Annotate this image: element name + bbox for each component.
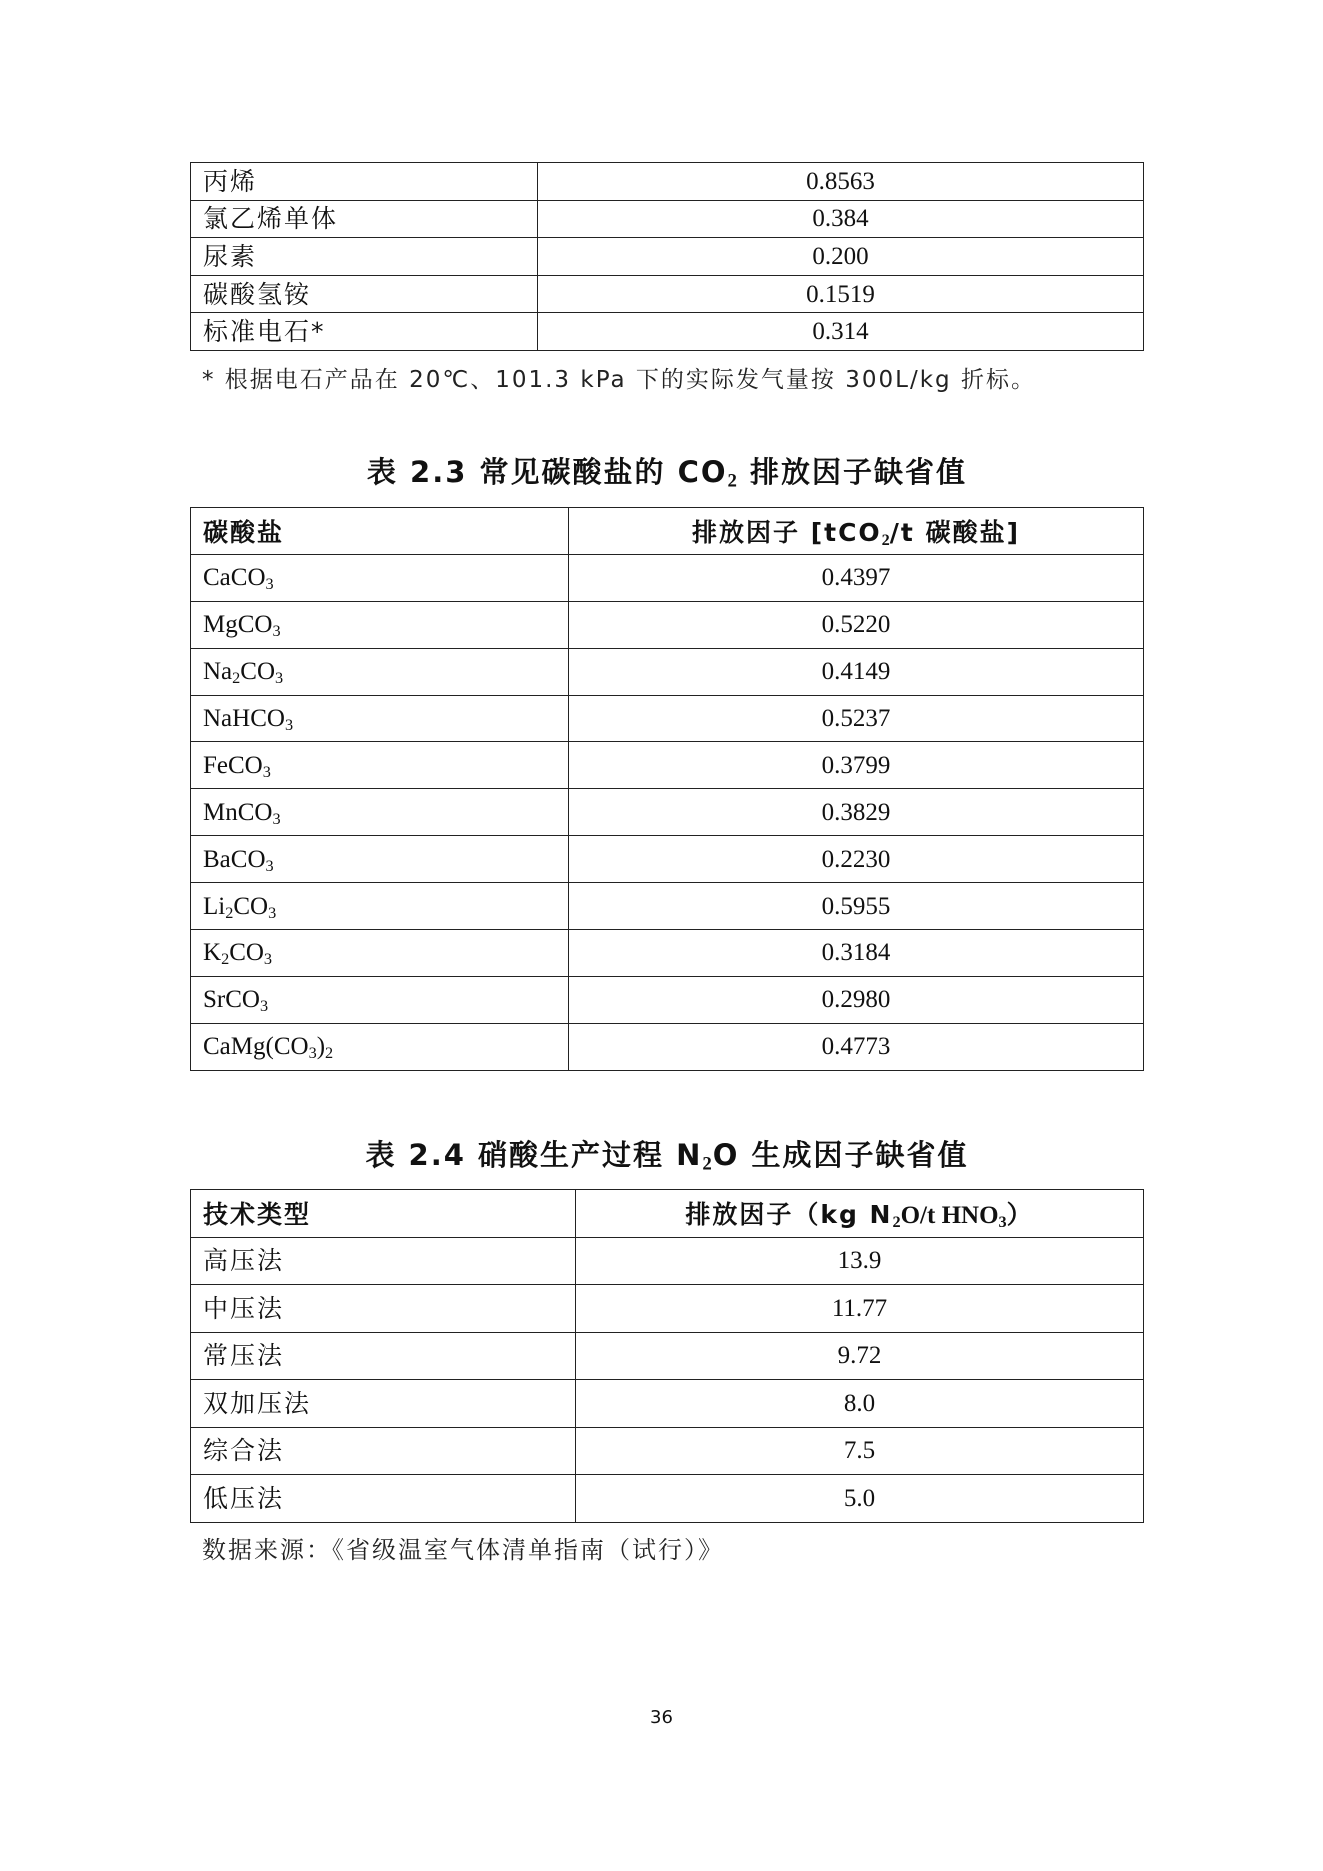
carbonate-formula	[191, 883, 569, 930]
title-suffix: O 生成因子缺省值	[712, 1138, 969, 1172]
emission-factor-value: 0.3799	[569, 742, 1144, 789]
hdr-sub: 2	[881, 531, 890, 549]
emission-factor-value: 5.0	[576, 1475, 1144, 1523]
technology-type: 常压法	[191, 1332, 576, 1380]
hdr-sub: 2	[892, 1213, 901, 1232]
technology-type: 高压法	[191, 1237, 576, 1285]
table-row	[191, 1475, 1144, 1523]
carbonate-formula	[191, 601, 569, 648]
carbonate-table	[190, 507, 1144, 1071]
emission-factor-value: 0.5220	[569, 601, 1144, 648]
title-prefix: 表 2.3 常见碳酸盐的 CO	[366, 455, 728, 489]
formula-subscript: 3	[265, 575, 274, 594]
table-row	[191, 1237, 1144, 1285]
row-value: 0.314	[538, 313, 1144, 351]
technology-type: 中压法	[191, 1285, 576, 1333]
technology-type: 低压法	[191, 1475, 576, 1523]
formula-text: CaMg(CO	[203, 1033, 309, 1061]
formula-subscript: 3	[275, 669, 284, 688]
emission-factor-value: 0.4149	[569, 648, 1144, 695]
formula-text: FeCO	[203, 751, 263, 779]
table-header-row	[191, 1190, 1144, 1238]
hdr-prefix: 排放因子 [tCO	[691, 517, 882, 547]
emission-factor-value: 7.5	[576, 1427, 1144, 1475]
table-row	[191, 1427, 1144, 1475]
page-number: 36	[650, 1707, 673, 1728]
row-name: 丙烯	[191, 163, 538, 201]
formula-subscript: 3	[262, 762, 271, 781]
table-row	[191, 976, 1144, 1023]
emission-factor-value: 0.4773	[569, 1023, 1144, 1070]
formula-subscript: 3	[268, 903, 277, 922]
row-value: 0.384	[538, 200, 1144, 238]
hdr-suffix: ）	[1006, 1200, 1034, 1230]
header-carbonate: 碳酸盐	[191, 508, 569, 555]
table-row	[191, 163, 1144, 201]
formula-subscript: 2	[232, 669, 241, 688]
table-row	[191, 836, 1144, 883]
title-sub: 2	[702, 1153, 713, 1175]
carbonate-formula	[191, 1023, 569, 1070]
row-name: 碳酸氢铵	[191, 275, 538, 313]
formula-text: MnCO	[203, 798, 273, 826]
formula-text: Li	[203, 892, 226, 920]
formula-subscript: 2	[221, 950, 230, 969]
emission-factor-value: 13.9	[576, 1237, 1144, 1285]
carbonate-formula	[191, 648, 569, 695]
formula-text: CaCO	[203, 564, 266, 592]
table-2-4-title	[190, 1133, 1144, 1174]
header-emission-factor	[576, 1190, 1144, 1238]
table-row	[191, 930, 1144, 977]
formula-text: SrCO	[203, 986, 260, 1014]
table-row	[191, 601, 1144, 648]
carbonate-table-body	[191, 554, 1144, 1070]
formula-subscript: 2	[325, 1044, 334, 1063]
row-value: 0.200	[538, 238, 1144, 276]
emission-factor-value: 0.5237	[569, 695, 1144, 742]
table-continued	[190, 162, 1144, 351]
nitric-acid-table	[190, 1189, 1144, 1523]
technology-type: 综合法	[191, 1427, 576, 1475]
table-continued-body	[191, 163, 1144, 351]
emission-factor-value: 0.3184	[569, 930, 1144, 977]
row-value: 0.1519	[538, 275, 1144, 313]
hdr-mid: O/t HNO	[900, 1202, 999, 1230]
formula-text: CO	[240, 658, 276, 686]
hdr-sub2: 3	[998, 1213, 1007, 1232]
formula-subscript: 3	[265, 856, 274, 875]
formula-text: BaCO	[203, 845, 266, 873]
row-name: 氯乙烯单体	[191, 200, 538, 238]
carbonate-formula	[191, 976, 569, 1023]
table-row	[191, 200, 1144, 238]
emission-factor-value: 0.5955	[569, 883, 1144, 930]
formula-text: )	[316, 1033, 326, 1061]
formula-text: CO	[233, 892, 269, 920]
formula-subscript: 3	[308, 1044, 317, 1063]
emission-factor-value: 0.2980	[569, 976, 1144, 1023]
carbonate-formula	[191, 930, 569, 977]
table-row	[191, 1380, 1144, 1428]
table-row	[191, 275, 1144, 313]
row-name: 尿素	[191, 238, 538, 276]
carbonate-formula	[191, 836, 569, 883]
header-emission-factor	[569, 508, 1144, 555]
header-technology-type: 技术类型	[191, 1190, 576, 1238]
table-row	[191, 648, 1144, 695]
table-row	[191, 313, 1144, 351]
emission-factor-value: 0.3829	[569, 789, 1144, 836]
table-row	[191, 1332, 1144, 1380]
title-suffix: 排放因子缺省值	[737, 455, 968, 489]
carbonate-formula	[191, 554, 569, 601]
formula-text: NaHCO	[203, 705, 285, 732]
formula-subscript: 3	[263, 950, 273, 969]
formula-text: MgCO	[203, 611, 273, 639]
carbonate-formula	[191, 789, 569, 836]
table-row	[191, 554, 1144, 601]
table-row	[191, 695, 1144, 742]
formula-subscript: 3	[284, 716, 294, 735]
formula-text: CO	[229, 939, 264, 967]
formula-text: Na	[203, 658, 233, 686]
formula-subscript: 3	[272, 622, 281, 641]
table-header-row	[191, 508, 1144, 555]
table-row	[191, 1285, 1144, 1333]
hdr-suffix: /t 碳酸盐]	[889, 517, 1021, 547]
row-name: 标准电石*	[191, 313, 538, 351]
table-row	[191, 1023, 1144, 1070]
hdr-prefix: 排放因子（kg N	[685, 1200, 893, 1230]
table-2-3-title	[190, 450, 1144, 491]
data-source: 数据来源：《省级温室气体清单指南（试行）》	[202, 1536, 724, 1564]
formula-subscript: 3	[272, 809, 281, 828]
emission-factor-value: 8.0	[576, 1380, 1144, 1428]
carbonate-formula	[191, 742, 569, 789]
formula-subscript: 3	[259, 997, 269, 1016]
technology-type: 双加压法	[191, 1380, 576, 1428]
title-sub: 2	[727, 470, 738, 492]
emission-factor-value: 0.4397	[569, 554, 1144, 601]
emission-factor-value: 9.72	[576, 1332, 1144, 1380]
title-prefix: 表 2.4 硝酸生产过程 N	[365, 1138, 703, 1172]
carbonate-formula	[191, 695, 569, 742]
table-row	[191, 789, 1144, 836]
emission-factor-value: 11.77	[576, 1285, 1144, 1333]
formula-text: K	[203, 939, 222, 967]
row-value: 0.8563	[538, 163, 1144, 201]
nitric-acid-table-body	[191, 1237, 1144, 1522]
footnote: * 根据电石产品在 20℃、101.3 kPa 下的实际发气量按 300L/kg 折标。	[202, 367, 1036, 393]
table-row	[191, 883, 1144, 930]
emission-factor-value: 0.2230	[569, 836, 1144, 883]
table-row	[191, 742, 1144, 789]
table-row	[191, 238, 1144, 276]
formula-subscript: 2	[225, 903, 234, 922]
